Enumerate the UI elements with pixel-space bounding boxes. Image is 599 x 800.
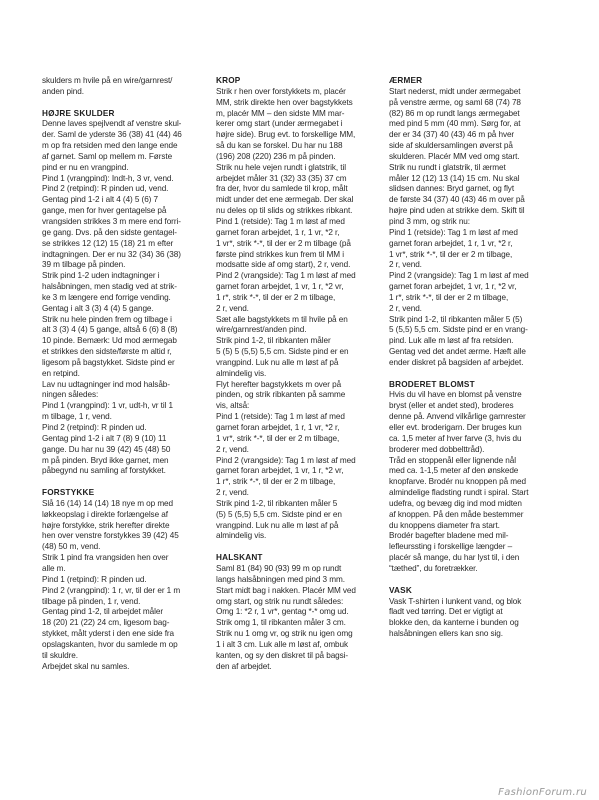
text-line: m på pinden. Bryd ikke garnet, men	[42, 455, 169, 465]
text-line: (82) 86 m op rundt langs ærmegabet	[389, 108, 520, 118]
text-line: ca. 1,5 meter af hver farve (3, hvis du	[389, 433, 522, 443]
text-line: 2 r, vend.	[216, 303, 249, 313]
column-middle	[216, 76, 386, 672]
text-line: løkkeopslag i direkte forlængelse af	[42, 509, 168, 519]
text-line: halsåbningen, men stadig ved at strik-	[42, 282, 177, 292]
text-line: vrangpind. Luk nu alle m løst af på	[216, 357, 339, 367]
text-line: vrangpind. Luk nu alle m løst af på	[216, 520, 339, 530]
text-line: garnet foran arbejdet, 1 r, 1 vr, *2 r,	[216, 423, 340, 432]
text-line: 10 pinde. Bemærk: Ud mod ærmegab	[42, 336, 177, 346]
paragraph-gap	[389, 369, 559, 380]
text-line: Strik pind 1-2, til ribkanten måler 5	[216, 498, 338, 508]
text-line: til skuldre.	[42, 650, 78, 660]
text-line: måler 12 (12) 13 (14) 15 cm. Nu skal	[389, 173, 520, 183]
text-line: Saml 81 (84) 90 (93) 99 m op rundt	[216, 563, 342, 573]
text-line: anden pind.	[42, 86, 84, 96]
text-line: Hvis du vil have en blomst på venstre	[389, 390, 522, 400]
text-line: langs halsåbningen med pind 3 mm.	[216, 574, 345, 584]
text-line: Slå 16 (14) 14 (14) 18 nye m op med	[42, 498, 174, 508]
text-line: Flyt herefter bagstykkets m over på	[216, 379, 342, 389]
text-line: opslagskanten, hvor du samlede m op	[42, 639, 178, 649]
section-heading: FORSTYKKE	[42, 488, 95, 498]
text-line: skulderen. Placér MM ved omg start.	[389, 151, 520, 161]
text-line: Lav nu udtagninger ind mod halsåb-	[42, 379, 170, 389]
text-line: med ca. 1-1,5 meter af den ønskede	[389, 466, 519, 476]
text-line: Gentag i alt 3 (3) 4 (4) 5 gange.	[42, 303, 154, 313]
section-heading: KROP	[216, 76, 241, 85]
text-line: broderer med dobbelttråd).	[389, 444, 485, 454]
text-line: knopfarve. Brodér nu knoppen på med	[389, 477, 526, 487]
text-line: Pind 2 (vrangside): Tag 1 m løst af med	[216, 455, 356, 465]
text-line: Pind 1 (retside): Tag 1 m løst af med	[216, 412, 345, 422]
text-line: almindelige fladsting rundt i spiral. Start	[389, 488, 529, 498]
text-line: modsatte side af omg start), 2 r, vend.	[216, 260, 351, 270]
text-line: garnet foran arbejdet, 1 r, 1 vr, *2 r,	[216, 227, 340, 237]
text-line: 39 m tilbage på pinden.	[42, 260, 126, 270]
text-line: et strikkes den sidste/første m altid r,	[42, 347, 172, 357]
text-line: blokke den, da kanterne i bunden og	[389, 618, 519, 628]
text-line: 2 r, vend.	[389, 260, 422, 270]
text-line: almindelig vis.	[216, 531, 267, 541]
text-line: 18 (20) 21 (22) 24 cm, ligesom bag-	[42, 618, 170, 628]
text-line: Pind 2 (vrangpind): 1 r, vr, til der er 1 m	[42, 585, 181, 595]
text-line: Arbejdet skal nu samles.	[42, 661, 130, 671]
text-line: Tråd en stoppenål eller lignende nål	[389, 455, 516, 465]
text-line: “tæthed”, du foretrækker.	[389, 563, 478, 573]
text-line: m op fra retsiden med den lange ende	[42, 141, 178, 151]
text-line: Gentag pind 1-2 i alt 7 (8) 9 (10) 11	[42, 433, 167, 443]
text-line: 1 vr*, strik *-*, til der er 2 m tilbage,	[216, 433, 340, 443]
text-line: pind. Luk alle m løst af fra retsiden.	[389, 336, 514, 346]
text-line: Pind 2 (retpind): R pinden ud.	[42, 423, 147, 432]
text-line: almindelig vis.	[216, 368, 267, 378]
text-line: Strik r hen over forstykkets m, placér	[216, 86, 346, 96]
text-line: pinden, og strik ribkanten på samme	[216, 390, 346, 400]
text-line: Pind 2 (retpind): R pinden ud, vend.	[42, 184, 169, 194]
text-line: alle m.	[42, 563, 66, 573]
text-line: Strik pind 1-2 uden indtagninger i	[42, 271, 160, 281]
text-line: Pind 1 (vrangpind): Indt-h, 3 vr, vend.	[42, 173, 174, 183]
text-line: med pind 5 mm (40 mm). Sørg for, at	[389, 119, 521, 129]
text-line: højre forstykke, strik herefter direkte	[42, 520, 170, 530]
text-line: gange. Du har nu 39 (42) 45 (48) 50	[42, 444, 171, 454]
text-line: Start nederst, midt under ærmegabet	[389, 86, 521, 96]
text-line: første pind strikkes kun frem til MM i	[216, 249, 344, 259]
text-line: hen over venstre forstykkes 39 (42) 45	[42, 531, 179, 541]
text-line: Start midt bag i nakken. Placér MM ved	[216, 585, 356, 595]
text-line: kerer omg start (under ærmegabet i	[216, 119, 343, 129]
paragraph-gap	[389, 575, 559, 586]
text-line: 5 (5,5) 5,5 cm. Sidste pind er en vrang-	[389, 325, 528, 335]
text-line: ligesom på bagstykket. Sidste pind er	[42, 357, 175, 367]
text-line: MM, strik direkte hen over bagstykkets	[216, 97, 353, 107]
text-line: Pind 1 (vrangpind): 1 vr, udt-h, vr til 1	[42, 401, 173, 411]
text-line: gange, men for hver gentagelse på	[42, 206, 167, 216]
text-line: af garnet. Saml op mellem m. Første	[42, 151, 173, 161]
text-line: tilbage på pinden, 1 r, vend.	[42, 596, 141, 606]
text-line: der. Saml de yderste 36 (38) 41 (44) 46	[42, 130, 182, 140]
text-line: Strik nu rundt i glatstrik, til ærmet	[389, 162, 506, 172]
text-line: omg start, og strik nu rundt således:	[216, 596, 344, 606]
text-line: garnet foran arbejdet, 1 r, 1 vr, *2 r,	[389, 238, 513, 248]
text-line: Pind 2 (vrangside): Tag 1 m løst af med	[389, 271, 529, 281]
text-line: garnet foran arbejdet, 1 vr, 1 r, *2 vr,	[389, 282, 517, 292]
text-line: garnet foran arbejdet, 1 vr, 1 r, *2 vr,	[216, 282, 344, 292]
text-line: 1 vr*, strik *-*, til der er 2 m tilbage (på	[216, 238, 351, 248]
text-line: placér så mange, du har lyst til, i den	[389, 553, 520, 563]
text-line: Strik 1 pind fra vrangsiden hen over	[42, 553, 169, 563]
text-line: arbejdet måler 31 (32) 33 (35) 37 cm	[216, 173, 347, 183]
text-line: Strik pind 1-2, til ribkanten måler 5 (5)	[389, 314, 523, 324]
text-line: Strik nu hele pinden frem og tilbage i	[42, 314, 172, 324]
text-line: Strik pind 1-2, til ribkanten måler	[216, 336, 331, 346]
watermark: FashionForum.ru	[498, 787, 587, 798]
text-line: 1 i alt 3 cm. Luk alle m løst af, ombuk	[216, 639, 349, 649]
text-line: fra der, hvor du samlede til krop, målt	[216, 184, 348, 194]
text-line: m, placér MM – den sidste MM mar-	[216, 108, 345, 118]
text-line: Strik nu 1 omg vr, og strik nu igen omg	[216, 629, 353, 639]
text-line: (5) 5 (5,5) 5,5 cm. Sidste pind er en	[216, 509, 342, 519]
text-line: indtagningen. Der er nu 32 (34) 36 (38)	[42, 249, 181, 259]
text-line: Vask T-shirten i lunkent vand, og blok	[389, 596, 522, 606]
text-line: (48) 50 m, vend.	[42, 542, 101, 552]
text-line: Denne laves spejlvendt af venstre skul-	[42, 119, 182, 129]
text-line: Strik nu hele vejen rundt i glatstrik, til	[216, 162, 346, 172]
text-line: Gentag pind 1-2, til arbejdet måler	[42, 607, 163, 617]
text-line: den af arbejdet.	[216, 661, 272, 671]
text-line: højre pind uden at strikke dem. Skift til	[389, 206, 525, 216]
text-line: Gentag pind 1-2 i alt 4 (4) 5 (6) 7	[42, 195, 158, 205]
text-line: ke 3 m længere end forrige vending.	[42, 292, 171, 302]
text-line: så du kan se forskel. Du har nu 188	[216, 141, 343, 151]
paragraph-gap	[216, 542, 386, 553]
text-line: 1 vr*, strik *-*, til der er 2 m tilbage,	[389, 249, 513, 259]
text-line: skulders m hvile på en wire/garnrest/	[42, 76, 173, 85]
text-line: 2 r, vend.	[216, 444, 249, 454]
text-line: udefra, og bevæg dig ind mod midten	[389, 498, 522, 508]
text-line: pind er nu en vrangpind.	[42, 162, 129, 172]
text-line: m tilbage, 1 r, vend.	[42, 412, 112, 422]
text-line: vrangsiden strikkes 3 m mere end forri-	[42, 216, 181, 226]
text-line: bryst (eller et andet sted), broderes	[389, 401, 514, 411]
text-line: Pind 1 (retside): Tag 1 m løst af med	[216, 216, 345, 226]
text-line: eller evt. broderigarn. Der bruges kun	[389, 423, 522, 432]
text-line: 1 r*, strik *-*, til der er 2 m tilbage,	[216, 292, 336, 302]
text-line: Omg 1: *2 r, 1 vr*, gentag *-* omg ud.	[216, 607, 349, 617]
column-left	[42, 76, 210, 672]
text-line: denne på. Anvend vilkårlige garnrester	[389, 412, 526, 422]
paragraph-gap	[42, 477, 210, 488]
text-line: halsåbningen ellers kan sno sig.	[389, 629, 503, 639]
text-line: Sæt alle bagstykkets m til hvile på en	[216, 314, 348, 324]
text-line: alt 3 (3) 4 (4) 5 gange, altså 6 (6) 8 (8)	[42, 325, 178, 335]
text-line: Pind 1 (retpind): R pinden ud.	[42, 574, 147, 584]
text-line: ender diskret på bagsiden af arbejdet.	[389, 357, 524, 367]
text-line: pind 3 mm, og strik nu:	[389, 216, 470, 226]
section-heading: BRODERET BLOMST	[389, 379, 475, 389]
text-line: nu deles op til slids og strikkes ribkant.	[216, 206, 353, 216]
text-line: Strik omg 1, til ribkanten måler 3 cm.	[216, 618, 346, 628]
text-line: Pind 2 (vrangside): Tag 1 m løst af med	[216, 271, 356, 281]
text-line: påbegynd nu samling af forstykket.	[42, 466, 166, 476]
text-line: slidsen dannes: Bryd garnet, og flyt	[389, 184, 515, 194]
text-line: på venstre ærme, og saml 68 (74) 78	[389, 97, 521, 107]
text-line: en retpind.	[42, 368, 80, 378]
text-line: der er 34 (37) 40 (43) 46 m på hver	[389, 130, 515, 140]
text-line: lefleurssting i forskellige længder –	[389, 542, 513, 552]
text-line: de første 34 (37) 40 (43) 46 m over på	[389, 195, 525, 205]
text-line: (196) 208 (220) 236 m på pinden.	[216, 151, 336, 161]
column-right	[389, 76, 559, 640]
text-line: du knoppens diameter fra start.	[389, 520, 500, 530]
text-line: se strikkes 12 (12) 15 (18) 21 m efter	[42, 238, 174, 248]
text-line: wire/garnrest/anden pind.	[216, 325, 307, 335]
text-line: Brodér bagefter bladene med mil-	[389, 531, 509, 541]
section-heading: HØJRE SKULDER	[42, 108, 115, 118]
text-line: 1 r*, strik *-*, til der er 2 m tilbage,	[216, 477, 336, 487]
section-heading: ÆRMER	[389, 76, 423, 85]
text-line: vis, altså:	[216, 401, 250, 411]
text-line: ge gang. Dvs. på den sidste gentagel-	[42, 227, 177, 237]
section-heading: HALSKANT	[216, 553, 263, 563]
text-line: 2 r, vend.	[216, 488, 249, 498]
text-line: 2 r, vend.	[389, 303, 422, 313]
text-line: Gentag ved det andet ærme. Hæft alle	[389, 347, 526, 357]
text-line: af knoppen. På den måde bestemmer	[389, 509, 524, 519]
text-line: højre side). Brug evt. to forskellige MM,	[216, 130, 356, 140]
paragraph-gap	[42, 98, 210, 109]
text-line: 5 (5) 5 (5,5) 5,5 cm. Sidste pind er en	[216, 347, 349, 357]
text-line: stykket, målt yderst i den ene side fra	[42, 629, 175, 639]
section-heading: VASK	[389, 585, 412, 595]
text-line: fladt ved tørring. Det er vigtigt at	[389, 607, 503, 617]
text-line: Pind 1 (retside): Tag 1 m løst af med	[389, 227, 518, 237]
text-line: garnet foran arbejdet, 1 vr, 1 r, *2 vr,	[216, 466, 344, 476]
text-line: 1 r*, strik *-*, til der er 2 m tilbage,	[389, 292, 509, 302]
text-line: midt under det ene ærmegab. Der skal	[216, 195, 354, 205]
text-line: ningen således:	[42, 390, 99, 400]
text-line: side af skuldersamlingen øverst på	[389, 141, 513, 151]
text-line: kanten, og sy den diskret til på bagsi-	[216, 650, 349, 660]
